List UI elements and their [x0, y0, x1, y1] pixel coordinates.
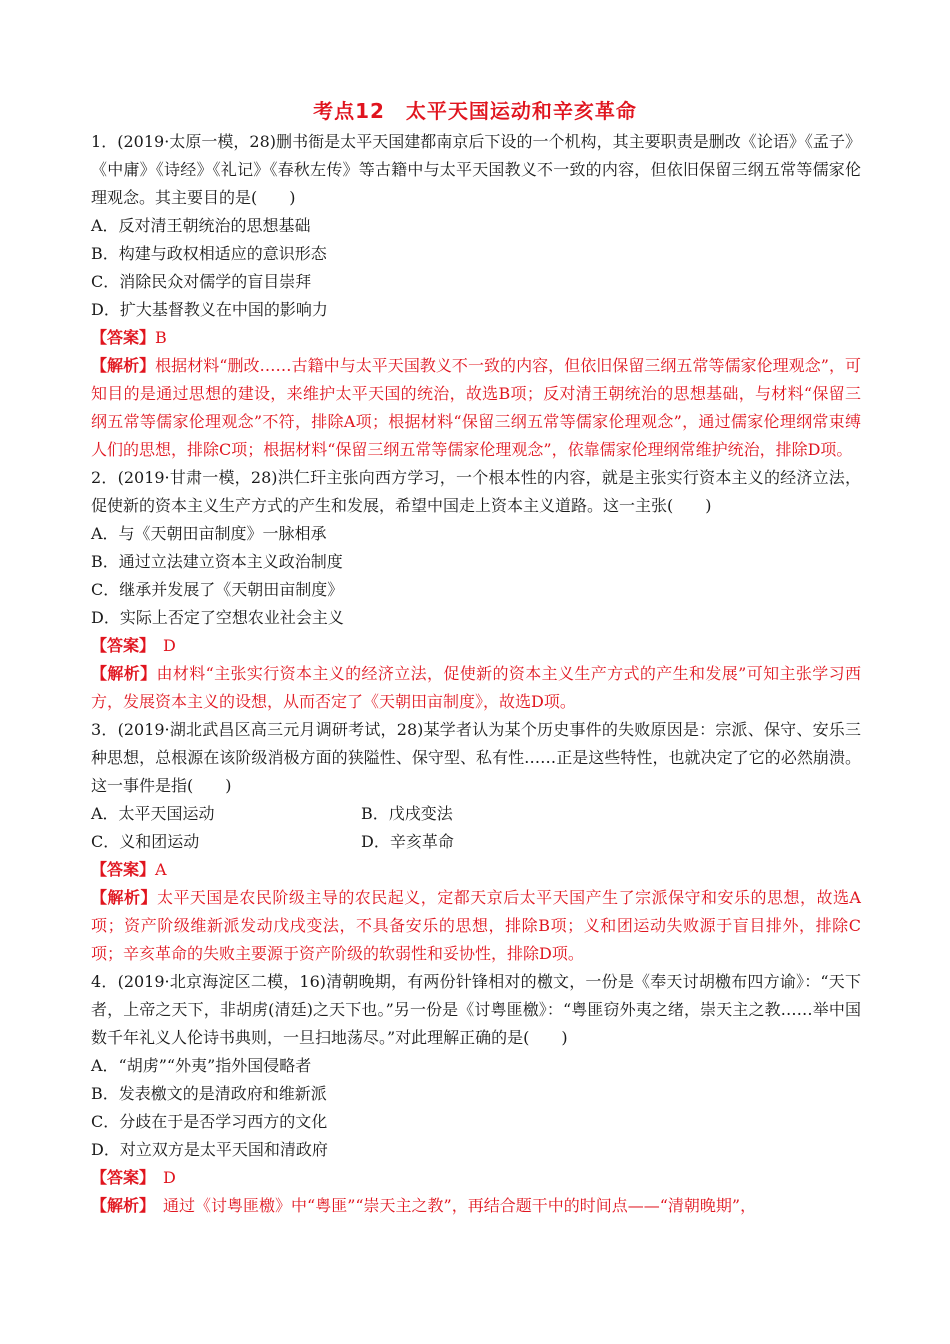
analysis-paragraph: [91, 1192, 861, 1220]
question-1: [91, 128, 861, 464]
option-c: C．分歧在于是否学习西方的文化: [91, 1112, 328, 1131]
question-2: [91, 464, 861, 716]
option-c: C．继承并发展了《天朝田亩制度》: [91, 580, 344, 599]
analysis-label: 【解析】: [91, 664, 157, 683]
option-a: A．反对清王朝统治的思想基础: [91, 216, 311, 235]
analysis-paragraph: [91, 660, 861, 716]
analysis-label: 【解析】: [91, 1196, 148, 1215]
question-stem: 1．(2019·太原一模，28)删书衙是太平天国建都南京后下设的一个机构，其主要职责是删改《论语》《孟子》《中庸》《诗经》《礼记》《春秋左传》等古籍中与太平天国教义不一致的内容，但依旧保留三纲五常等儒家伦理观念。其主要目的是( ): [91, 132, 861, 207]
answer-line: [91, 632, 861, 660]
analysis-label: 【解析】: [91, 888, 157, 907]
option-c: C．消除民众对儒学的盲目崇拜: [91, 272, 312, 291]
answer-value: A: [155, 860, 167, 879]
answer-label: 【答案】: [91, 328, 156, 347]
option-a: A．与《天朝田亩制度》一脉相承: [91, 524, 327, 543]
option-d: D．实际上否定了空想农业社会主义: [91, 608, 344, 627]
question-stem: 3．(2019·湖北武昌区高三元月调研考试，28)某学者认为某个历史事件的失败原因是：宗派、保守、安乐三种思想，总根源在该阶级消极方面的狭隘性、保守型、私有性……正是这些特性，也就决定了它的必然崩溃。这一事件是指( ): [91, 720, 861, 795]
analysis-label: 【解析】: [91, 356, 156, 375]
analysis-text: 太平天国是农民阶级主导的农民起义，定都天京后太平天国产生了宗派保守和安乐的思想，故选A项；资产阶级维新派发动戊戌变法，不具备安乐的思想，排除B项；义和团运动失败源于盲目排外，排除C项；辛亥革命的失败主要源于资产阶级的软弱性和妥协性，排除D项。: [91, 888, 861, 963]
option-a: A．“胡虏”“外夷”指外国侵略者: [91, 1056, 312, 1075]
answer-line: [91, 324, 861, 352]
option-row: [91, 828, 861, 856]
answer-line: [91, 856, 861, 884]
answer-label: 【答案】: [91, 1168, 148, 1187]
option-b: B．通过立法建立资本主义政治制度: [91, 552, 343, 571]
option-d: D．辛亥革命: [361, 832, 454, 851]
question-stem: 2．(2019·甘肃一模，28)洪仁玕主张向西方学习，一个根本性的内容，就是主张实行资本主义的经济立法，促使新的资本主义生产方式的产生和发展，希望中国走上资本主义道路。这一主张( ): [91, 468, 861, 515]
option-d: D．扩大基督教义在中国的影响力: [91, 300, 328, 319]
question-4: [91, 968, 861, 1220]
answer-label: 【答案】: [91, 860, 156, 879]
option-c: C．义和团运动: [91, 832, 200, 851]
option-b: B．发表檄文的是清政府和维新派: [91, 1084, 327, 1103]
question-stem: 4．(2019·北京海淀区二模，16)清朝晚期，有两份针锋相对的檄文，一份是《奉天讨胡檄布四方谕》：“天下者，上帝之天下，非胡虏(清廷)之天下也。”另一份是《讨粤匪檄》：“粤匪窃外夷之绪，崇天主之教……举中国数千年礼义人伦诗书典则，一旦扫地荡尽。”对此理解正确的是( ): [91, 972, 861, 1047]
answer-value: D: [147, 636, 176, 655]
option-b: B．构建与政权相适应的意识形态: [91, 244, 327, 263]
option-a: A．太平天国运动: [91, 804, 215, 823]
page-title: 考点12 太平天国运动和辛亥革命: [313, 99, 637, 123]
answer-line: [91, 1164, 861, 1192]
analysis-paragraph: [91, 884, 861, 968]
answer-value: D: [147, 1168, 176, 1187]
analysis-text: 由材料“主张实行资本主义的经济立法，促使新的资本主义生产方式的产生和发展”可知主张学习西方，发展资本主义的设想，从而否定了《天朝田亩制度》，故选D项。: [91, 664, 861, 711]
option-row: [91, 800, 861, 828]
analysis-paragraph: [91, 352, 861, 464]
question-list: [91, 128, 861, 1220]
option-d: D．对立双方是太平天国和清政府: [91, 1140, 328, 1159]
option-b: B．戊戌变法: [361, 804, 453, 823]
analysis-text: 根据材料“删改……古籍中与太平天国教义不一致的内容，但依旧保留三纲五常等儒家伦理观念”，可知目的是通过思想的建设，来维护太平天国的统治，故选B项；反对清王朝统治的思想基础，与材料“保留三纲五常等儒家伦理观念”不符，排除A项；根据材料“保留三纲五常等儒家伦理观念”，通过儒家伦理纲常束缚人们的思想，排除C项；根据材料“保留三纲五常等儒家伦理观念”，依靠儒家伦理纲常维护统治，排除D项。: [91, 356, 861, 459]
answer-label: 【答案】: [91, 636, 148, 655]
question-3: [91, 716, 861, 968]
answer-value: B: [155, 328, 167, 347]
analysis-text: 通过《讨粤匪檄》中“粤匪”“崇天主之教”，再结合题干中的时间点——“清朝晚期”，: [147, 1196, 757, 1215]
